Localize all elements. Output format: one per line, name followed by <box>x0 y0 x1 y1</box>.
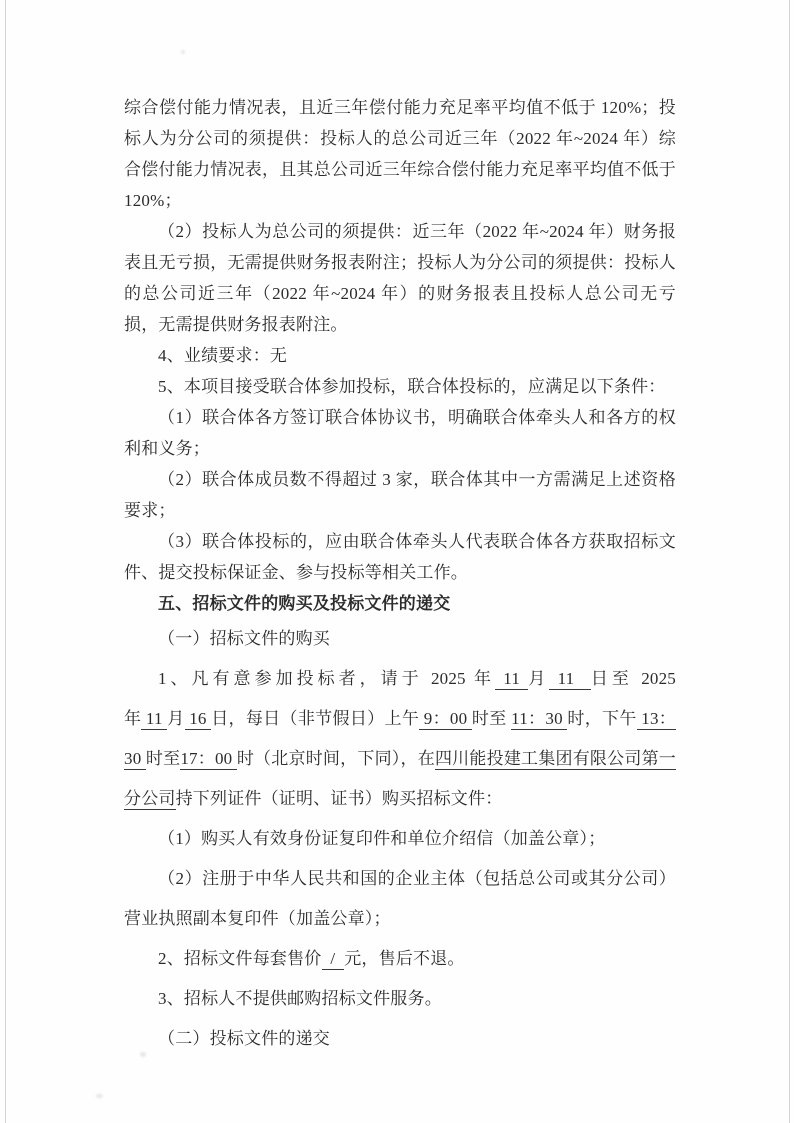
text-run: （2）注册于中华人民共和国的企业主体（包括总公司或其分公司）营业执照副本复印件（加盖公章）； <box>124 869 676 928</box>
text-run: 月 <box>528 669 550 688</box>
company-name: 四川能投建工集团有限公司第一分公司 <box>124 749 676 808</box>
text-run: 3、招标人不提供邮购招标文件服务。 <box>158 989 442 1008</box>
paragraph-10 <box>124 659 676 819</box>
text-run: 5、本项目接受联合体参加投标，联合体投标的，应满足以下条件： <box>158 377 666 396</box>
field-start-day: 11 <box>549 669 591 688</box>
paragraph-9 <box>124 619 676 659</box>
scan-edge-right <box>789 0 790 1123</box>
field-end-month: 11 <box>141 709 168 728</box>
paragraph-12 <box>124 859 676 939</box>
text-run: 时，下午 <box>567 709 637 728</box>
text-run: （二）投标文件的递交 <box>158 1029 330 1048</box>
paragraph-14 <box>124 979 676 1019</box>
paragraph-3 <box>124 340 676 371</box>
field-start-month: 11 <box>495 669 529 688</box>
text-run: 时至 <box>145 749 181 768</box>
text-run: 1、凡有意参加投标者，请于 2025 年 <box>158 669 496 688</box>
text-run: （3）联合体投标的，应由联合体牵头人代表联合体各方获取招标文件、提交投标保证金、参与投标等相关工作。 <box>124 532 676 582</box>
scan-speck <box>181 50 185 54</box>
text-run: （一）招标文件的购买 <box>158 629 330 648</box>
field-afternoon-close-time: 17：00 <box>180 749 237 768</box>
section-heading <box>124 588 676 619</box>
text-run: 时（北京时间，下同），在 <box>236 749 435 768</box>
text-run: 4、业绩要求：无 <box>158 346 288 365</box>
text-run: （1）购买人有效身份证复印件和单位介绍信（加盖公章）； <box>158 829 606 848</box>
scan-speck <box>96 1094 103 1098</box>
field-price: / <box>321 949 345 968</box>
paragraph-11 <box>124 819 676 859</box>
field-morning-open-time: 9：00 <box>419 709 472 728</box>
text-run: 月 <box>167 709 185 728</box>
paragraph-6 <box>124 464 676 526</box>
paragraph-2 <box>124 216 676 340</box>
text-run: 日至 2025 年 <box>124 669 676 728</box>
text-run: （2）联合体成员数不得超过 3 家，联合体其中一方需满足上述资格要求； <box>124 470 676 520</box>
field-end-day: 16 <box>184 709 212 728</box>
field-morning-close-time: 11：30 <box>511 709 568 728</box>
document-body <box>124 92 676 1059</box>
text-run: 元，售后不退。 <box>344 949 465 968</box>
paragraph-4 <box>124 371 676 402</box>
paragraph-7 <box>124 526 676 588</box>
text-run: 持下列证件（证明、证书）购买招标文件： <box>175 789 503 808</box>
paragraph-15 <box>124 1019 676 1059</box>
text-run: 综合偿付能力情况表，且近三年偿付能力充足率平均值不低于 120%；投标人为分公司的须提供：投标人的总公司近三年（2022 年~2024 年）综合偿付能力情况表，且其总公司近三年综合偿付能力充足率平均值不低于 120%； <box>124 98 676 210</box>
text-run: （1）联合体各方签订联合体协议书，明确联合体牵头人和各方的权利和义务； <box>124 408 676 458</box>
text-run: 日，每日（非节假日）上午 <box>211 709 420 728</box>
scan-edge-left <box>5 0 6 1123</box>
text-run: （2）投标人为总公司的须提供：近三年（2022 年~2024 年）财务报表且无亏损，无需提供财务报表附注；投标人为分公司的须提供：投标人的总公司近三年（2022 年~2024 年）的财务报表且投标人总公司无亏损，无需提供财务报表附注。 <box>124 222 676 334</box>
field-afternoon-open-time: 13：30 <box>124 709 676 768</box>
paragraph-5 <box>124 402 676 464</box>
text-run: 五、招标文件的购买及投标文件的递交 <box>158 594 451 613</box>
text-run: 2、招标文件每套售价 <box>158 949 322 968</box>
paragraph-13 <box>124 939 676 979</box>
paragraph-1 <box>124 92 676 216</box>
text-run: 时至 <box>471 709 512 728</box>
